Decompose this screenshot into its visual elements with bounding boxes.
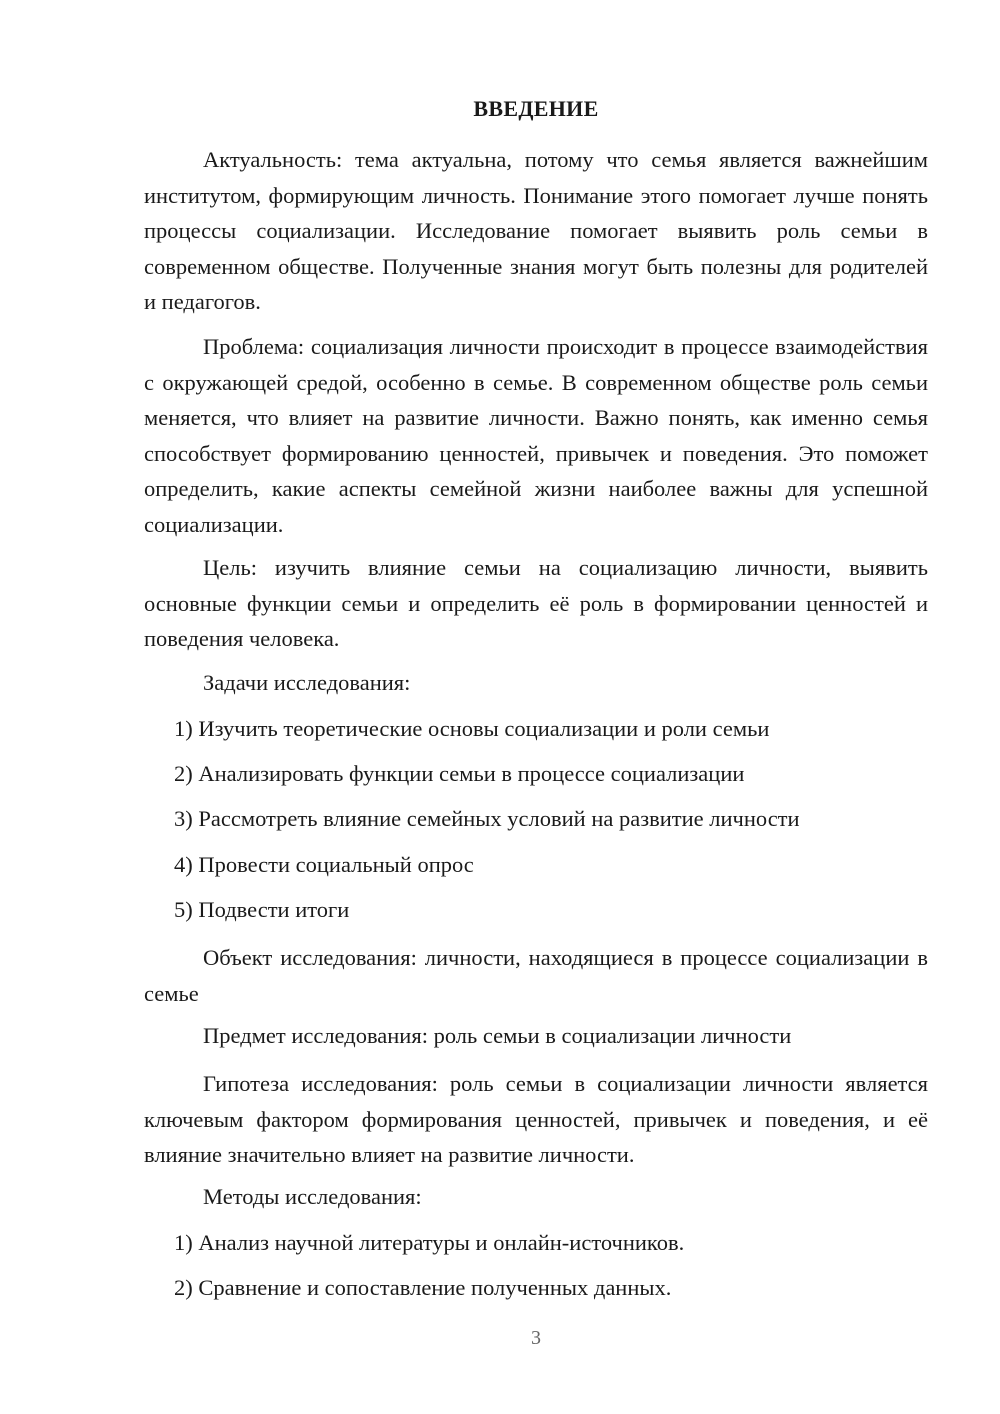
goal-paragraph: Цель: изучить влияние семьи на социализацию личности, выявить основные функции семьи и определить её роль в формировании ценностей и поведения человека. bbox=[144, 555, 928, 651]
problem-paragraph: Проблема: социализация личности происходит в процессе взаимодействия с окружающей средой, особенно в семье. В современном обществе роль семьи меняется, что влияет на развитие личности. Важно понять, как именно семья способствует формированию ценностей, привычек и поведения. Это поможет определить, какие аспекты семейной жизни наиболее важны для успешной социализации. bbox=[144, 334, 928, 537]
task-item: 3) Рассмотреть влияние семейных условий на развитие личности bbox=[174, 806, 800, 831]
tasks-title: Задачи исследования: bbox=[203, 670, 411, 695]
method-item: 2) Сравнение и сопоставление полученных данных. bbox=[174, 1275, 672, 1300]
task-item: 5) Подвести итоги bbox=[174, 897, 350, 922]
methods-title: Методы исследования: bbox=[203, 1184, 422, 1209]
task-item: 1) Изучить теоретические основы социализации и роли семьи bbox=[174, 716, 770, 741]
page-number: 3 bbox=[531, 1327, 541, 1349]
method-item: 1) Анализ научной литературы и онлайн-источников. bbox=[174, 1230, 685, 1255]
object-paragraph: Объект исследования: личности, находящиеся в процессе социализации в семье bbox=[144, 945, 928, 1006]
task-item: 4) Провести социальный опрос bbox=[174, 852, 474, 877]
heading: ВВЕДЕНИЕ bbox=[473, 96, 599, 121]
task-item: 2) Анализировать функции семьи в процессе социализации bbox=[174, 761, 745, 786]
subject-paragraph: Предмет исследования: роль семьи в социализации личности bbox=[203, 1023, 792, 1048]
hypothesis-paragraph: Гипотеза исследования: роль семьи в социализации личности является ключевым фактором формирования ценностей, привычек и поведения, и её влияние значительно влияет на развитие личности. bbox=[144, 1071, 928, 1167]
relevance-paragraph: Актуальность: тема актуальна, потому что семья является важнейшим институтом, формирующим личность. Понимание этого помогает лучше понять процессы социализации. Исследование помогает выявить роль семьи в современном обществе. Полученные знания могут быть полезны для родителей и педагогов. bbox=[144, 147, 928, 314]
